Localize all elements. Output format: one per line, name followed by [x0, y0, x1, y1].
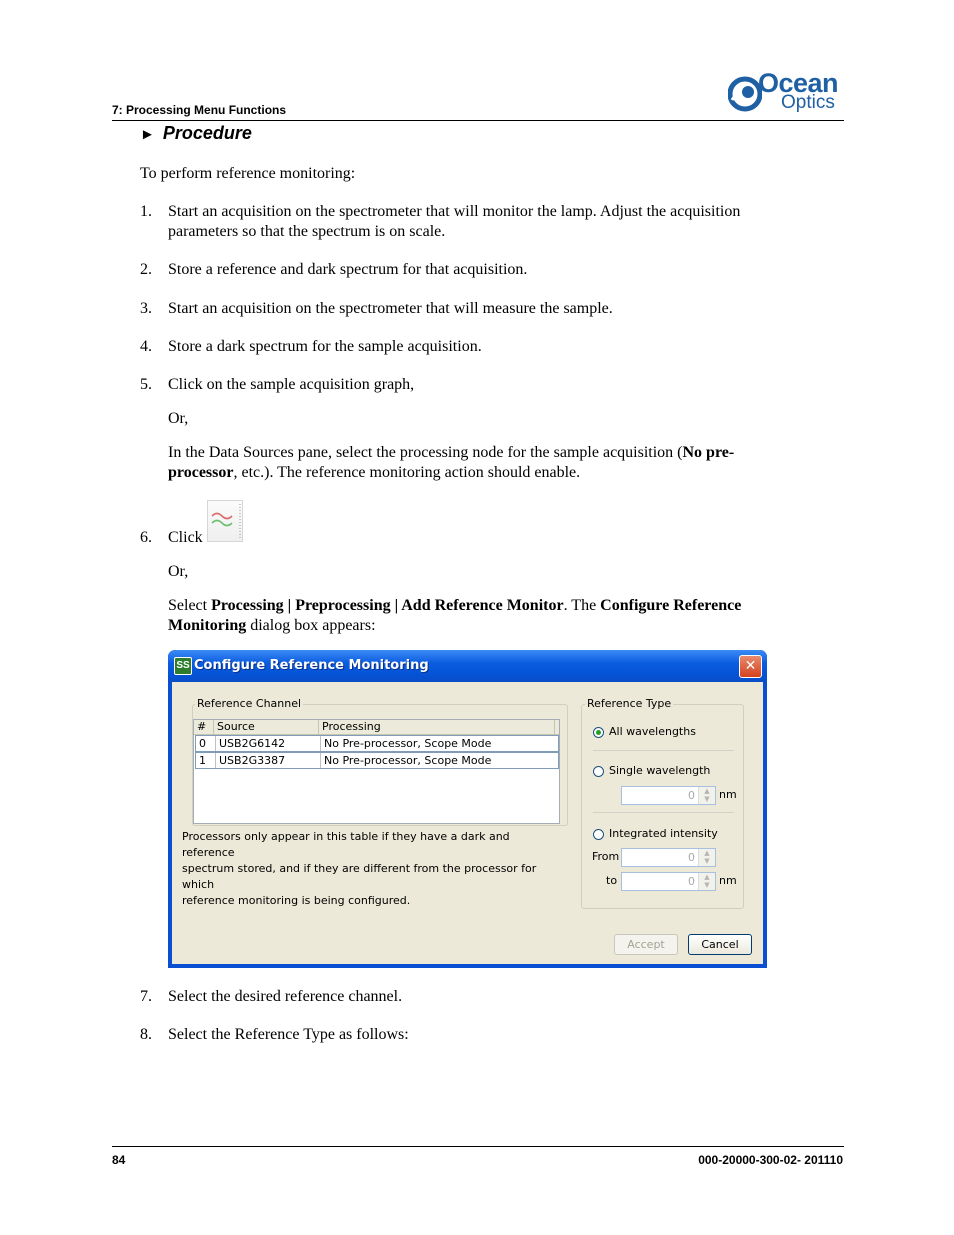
wave-icon: [208, 501, 242, 541]
step-1-text: [168, 202, 798, 242]
to-spinner[interactable]: [621, 872, 716, 891]
dialog-body: [172, 682, 763, 964]
section-header: 7: Processing Menu Functions: [112, 103, 287, 117]
unit-label: nm: [719, 874, 737, 887]
page-number: 84: [112, 1153, 126, 1167]
reference-channel-table: [193, 719, 560, 824]
step-4-text: Store a dark spectrum for the sample acquisition.: [168, 338, 482, 355]
step-5-alt-bold-1: No pre-: [682, 444, 735, 461]
step-number: 1.: [140, 203, 152, 220]
table-row[interactable]: [195, 735, 559, 752]
single-wavelength-radio[interactable]: [593, 766, 604, 777]
spinner-value: 0: [688, 851, 695, 864]
step-6-menu-path: Processing | Preprocessing | Add Reference Monitor: [211, 597, 564, 614]
row-processing: No Pre-processor, Scope Mode: [324, 737, 492, 750]
from-label: From: [592, 850, 620, 863]
document-number: 000-20000-300-02- 201110: [698, 1153, 843, 1167]
step-5-alt-bold-2: processor: [168, 464, 234, 481]
close-button[interactable]: ✕: [739, 655, 762, 678]
footer-rule: [112, 1146, 844, 1147]
divider: [593, 812, 734, 813]
spinner-value: 0: [688, 789, 695, 802]
procedure-heading-text: Procedure: [162, 123, 252, 143]
step-6-alt-text: [168, 596, 798, 636]
step-6-dialog-name-2: Monitoring: [168, 617, 247, 634]
row-num: 1: [196, 753, 216, 768]
app-icon: SS: [174, 657, 192, 675]
step-6-dialog-name-1: Configure Reference: [600, 597, 742, 614]
ocean-optics-logo-icon: [728, 70, 762, 116]
row-source: USB2G3387: [216, 753, 321, 768]
step-number: 2.: [140, 261, 152, 278]
to-label: to: [606, 874, 618, 887]
step-6-text: Click: [168, 529, 203, 546]
step-2-text: Store a reference and dark spectrum for that acquisition.: [168, 261, 528, 278]
spinner-value: 0: [688, 875, 695, 888]
step-5-text: Click on the sample acquisition graph,: [168, 376, 415, 393]
column-header-source[interactable]: Source: [214, 720, 319, 734]
logo-wordmark-optics: Optics: [781, 92, 835, 113]
step-number: 3.: [140, 300, 152, 317]
processor-note: [182, 829, 562, 909]
logo-wordmark-ocean: Ocean: [758, 68, 839, 98]
table-header: [194, 720, 559, 735]
unit-label: nm: [719, 788, 737, 801]
note-line-3: reference monitoring is being configured.: [182, 894, 411, 907]
reference-monitor-toolbar-icon: [207, 500, 243, 542]
column-header-num[interactable]: #: [194, 720, 214, 734]
step-1-line-2: parameters so that the spectrum is on scale.: [168, 223, 446, 240]
step-6-alt-post: dialog box appears:: [246, 617, 376, 634]
intro-text: To perform reference monitoring:: [140, 165, 356, 182]
accept-button[interactable]: Accept: [614, 934, 678, 955]
step-1-line-1: Start an acquisition on the spectrometer that will monitor the lamp. Adjust the acquisition: [168, 203, 741, 220]
divider: [593, 750, 734, 751]
all-wavelengths-radio[interactable]: [593, 727, 604, 738]
step-number: 4.: [140, 338, 152, 355]
step-6-alt-mid: . The: [563, 597, 601, 614]
single-wavelength-spinner[interactable]: [621, 786, 716, 805]
step-5-alt-pre: In the Data Sources pane, select the processing node for the sample acquisition (: [168, 444, 683, 461]
spinner-arrows-icon[interactable]: ▲ ▼: [698, 787, 715, 804]
from-spinner[interactable]: [621, 848, 716, 867]
configure-reference-monitoring-dialog: [168, 650, 767, 968]
all-wavelengths-label[interactable]: All wavelengths: [609, 725, 696, 738]
step-3-text: Start an acquisition on the spectrometer that will measure the sample.: [168, 300, 613, 317]
step-7-text: Select the desired reference channel.: [168, 988, 403, 1005]
spinner-arrows-icon[interactable]: ▲ ▼: [698, 873, 715, 890]
dialog-titlebar[interactable]: [168, 650, 767, 682]
integrated-intensity-label[interactable]: Integrated intensity: [609, 827, 718, 840]
spinner-arrows-icon[interactable]: ▲ ▼: [698, 849, 715, 866]
reference-channel-label: Reference Channel: [197, 697, 302, 710]
note-line-1: Processors only appear in this table if they have a dark and reference: [182, 830, 510, 859]
step-5-alt-post: , etc.). The reference monitoring action should enable.: [233, 464, 581, 481]
step-number: 8.: [140, 1026, 152, 1043]
integrated-intensity-radio[interactable]: [593, 829, 604, 840]
step-6-alt-pre: Select: [168, 597, 212, 614]
dialog-title: Configure Reference Monitoring: [194, 658, 429, 673]
step-number: 7.: [140, 988, 152, 1005]
cancel-button[interactable]: Cancel: [688, 934, 752, 955]
step-number: 6.: [140, 529, 152, 546]
table-row[interactable]: [195, 752, 559, 769]
step-8-text: Select the Reference Type as follows:: [168, 1026, 409, 1043]
single-wavelength-label[interactable]: Single wavelength: [609, 764, 711, 777]
step-5-or: Or,: [168, 410, 189, 427]
column-header-processing[interactable]: Processing: [319, 720, 555, 734]
header-rule: [112, 120, 844, 121]
step-5-alt-text: [168, 443, 798, 483]
procedure-heading: [140, 123, 252, 144]
note-line-2: spectrum stored, and if they are different from the processor for which: [182, 862, 537, 891]
row-num: 0: [196, 736, 216, 751]
row-processing: No Pre-processor, Scope Mode: [324, 754, 492, 767]
triangle-bullet-icon: ►: [140, 126, 155, 143]
row-source: USB2G6142: [216, 736, 321, 751]
step-number: 5.: [140, 376, 152, 393]
step-6-or: Or,: [168, 563, 189, 580]
reference-type-label: Reference Type: [587, 697, 672, 710]
